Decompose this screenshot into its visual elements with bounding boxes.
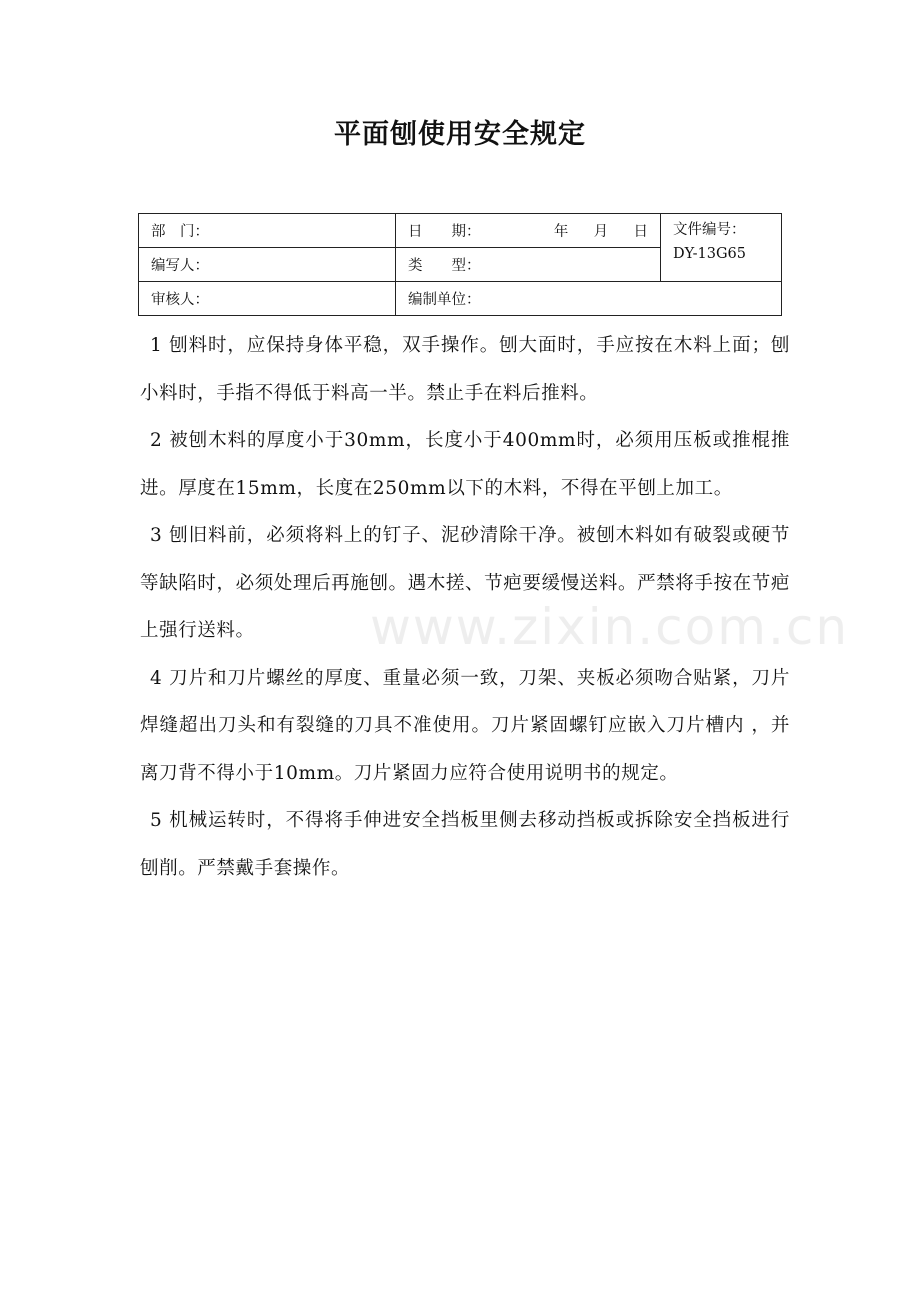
date-day-label: 日 bbox=[633, 224, 648, 240]
department-label: 部 门： bbox=[151, 224, 209, 240]
date-label: 日 期： bbox=[408, 224, 481, 240]
reviewer-cell bbox=[139, 282, 396, 316]
department-cell bbox=[139, 214, 396, 248]
rule-paragraph: 5 机械运转时，不得将手伸进安全挡板里侧去移动挡板或拆除安全挡板进行刨削。严禁戴手套操作。 bbox=[140, 810, 790, 879]
date-month-label: 月 bbox=[593, 224, 609, 240]
document-header-table bbox=[138, 213, 782, 316]
date-cell bbox=[396, 214, 661, 248]
file-number-label: 文件编号： bbox=[673, 222, 746, 238]
rule-paragraph: 4 刀片和刀片螺丝的厚度、重量必须一致，刀架、夹板必须吻合贴紧，刀片焊缝超出刀头和有裂缝的刀具不准使用。刀片紧固螺钉应嵌入刀片槽内 ，并离刀背不得小于10mm。刀片紧固力应符合使用说明书的规定。 bbox=[140, 667, 790, 784]
unit-label: 编制单位： bbox=[408, 292, 481, 308]
type-cell bbox=[396, 248, 661, 282]
type-label: 类 型： bbox=[408, 258, 481, 274]
document-title: 平面刨使用安全规定 bbox=[334, 119, 586, 150]
rules-body bbox=[140, 322, 790, 892]
unit-cell bbox=[396, 282, 782, 316]
header-row-3 bbox=[139, 282, 782, 316]
rule-paragraph: 1 刨料时，应保持身体平稳，双手操作。刨大面时，手应按在木料上面；刨小料时，手指不得低于料高一半。禁止手在料后推料。 bbox=[140, 335, 790, 404]
rule-paragraph: 3 刨旧料前，必须将料上的钉子、泥砂清除干净。被刨木料如有破裂或硬节等缺陷时，必须处理后再施刨。遇木搓、节疤要缓慢送料。严禁将手按在节疤上强行送料。 bbox=[140, 525, 790, 641]
author-cell bbox=[139, 248, 396, 282]
author-label: 编写人： bbox=[151, 258, 209, 274]
date-year-label: 年 bbox=[553, 224, 569, 240]
rule-paragraph: 2 被刨木料的厚度小于30mm，长度小于400mm时，必须用压板或推棍推进。厚度在15mm，长度在250mm以下的木料，不得在平刨上加工。 bbox=[140, 430, 790, 499]
reviewer-label: 审核人： bbox=[151, 292, 209, 308]
header-row-1 bbox=[139, 214, 782, 248]
file-number-value: DY-13G65 bbox=[673, 246, 746, 262]
file-number-cell bbox=[661, 214, 782, 282]
watermark: www.zixin.com.cn bbox=[370, 598, 850, 656]
